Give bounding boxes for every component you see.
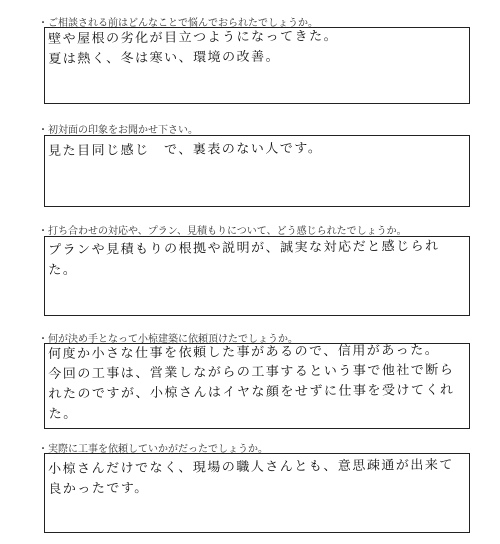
question-2-label: ・初対面の印象をお聞かせ下さい。 [38, 125, 198, 136]
question-4-label: ・何が決め手となって小椋建築に依頼頂けたでしょうか。 [38, 334, 298, 345]
question-5-label: ・実際に工事を依頼していかがだったでしょうか。 [38, 444, 268, 455]
answer-3-text: プランや見積もりの根拠や説明が、誠実な対応だと感じられた。 [48, 238, 440, 278]
answer-5-text: 小椋さんだけでなく、現場の職人さんとも、意思疎通が出来て良かったです。 [48, 457, 454, 497]
answer-1-text: 壁や屋根の劣化が目立つようになってきた。 夏は熱く、冬は寒い、環境の改善。 [48, 28, 339, 67]
answer-4-text: 何度か小さな仕事を依頼した事があるので、信用があった。 今回の工事は、営業しながらの工事するという事で他社で断られたのですが、小椋さんはイヤな顔をせずに仕事を受けてくれた。 [48, 342, 455, 422]
question-1-label: ・ご相談される前はどんなことで悩んでおられたでしょうか。 [38, 18, 318, 29]
answer-2-text: 見た目同じ感じ で、裏表のない人です。 [48, 141, 323, 159]
question-3-label: ・打ち合わせの対応や、プラン、見積もりについて、どう感じられたでしょうか。 [38, 226, 407, 237]
